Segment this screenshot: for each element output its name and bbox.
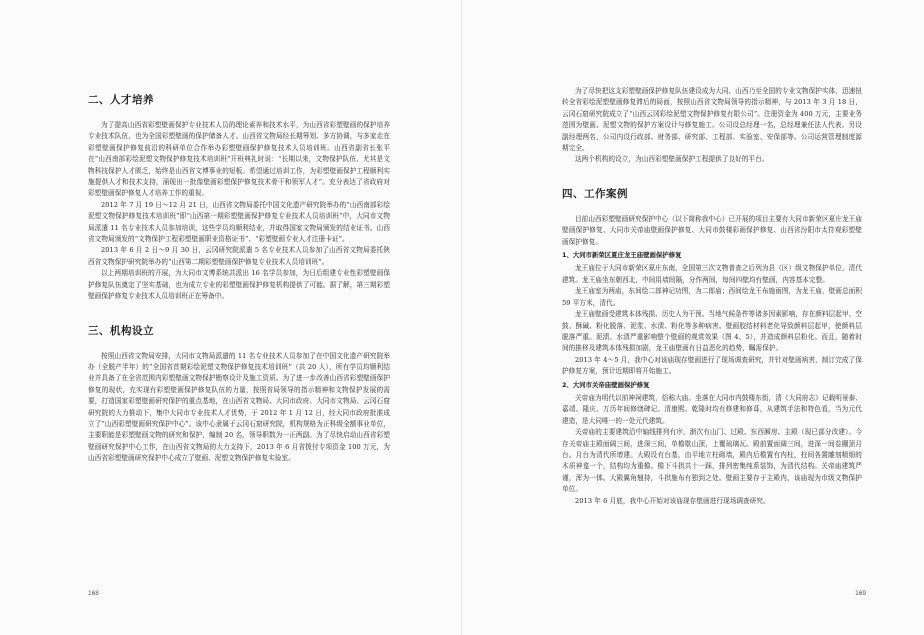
right-column	[562, 86, 862, 507]
paragraph: 2013 年 4～5 月，我中心对该庙现存壁画进行了现场调查研究，并针对壁画病害，制订完成了保护修复方案，预计近期即将开始施工。	[562, 355, 862, 376]
page-number-left: 168	[88, 590, 99, 597]
paragraph: 为了提高山西省彩塑壁画保护专业技术人员的理论素养和技术水平，为山西省彩塑壁画的保护培养专业技术队伍，也为全国彩塑壁画的保护储备人才。山西省文物局经长期筹划、多方协调，与多家走在彩塑壁画保护修复前沿的科研单位合作举办彩塑壁画保护修复技术人员培训班。山西省副省长张平在“山西南部彩绘泥塑文物保护修复技术培训班”开班典礼时说：“长期以来，文物保护队伍、尤其是文物科技保护人才匮乏，始终是山西省文博事业的短板。希望通过培训工作，为彩塑壁画保护工程顺利实施提供人才和技术支持，涌现出一批像壁画彩塑保护修复技术骨干和领军人才”。充分表达了省政府对彩塑壁画保护修复人才培养工作的重视。	[88, 121, 390, 198]
paragraph: 按照山西省文物局安排，大同市文物局派遣的 11 名专业技术人员参加了在中国文化遗产研究院举办（全脱产半年）的“全国省首期彩绘泥塑文物保护修复技术培训班”（共 20 人），所有学员均顺利结业并具备了在全省范围内彩塑壁画文物保护勘察设计及施工资质。为了进一步改善山西省彩塑壁画保护修复的现状，充实现有彩塑壁画保护修复队伍的力量，按照省局领导的指示精神和文物保护发展的需要，打造国家彩塑壁画研究保护的重点基地，在山西省文物局、大同市政府、大同市文物局、云冈石窟研究院的大力推动下，集中大同市专业技术人才优势，于 2012 年 1 月 12 日，经大同市政府批准成立了“山西彩塑壁画研究保护中心”。该中心隶属于云冈石窟研究院，机构规格为正科级全额事业单位，主要职能是彩塑壁画文物的研究和保护，编制 20 名，领导职数为一正两副。为了尽快启动山西省彩塑壁画研究保护中心工作，在山西省文物局的大力支持下，2013 年 6 月省拨付专项资金 100 万元，为山西省彩塑壁画研究保护中心成立了壁画、泥塑文物保护修复实验室。	[88, 351, 390, 463]
subsection-1-heading: 1、大同市新荣区夏庄龙王庙壁画保护修复	[562, 251, 682, 260]
paragraph: 以上两期培训班的开展，为大同市文博系统共派出 16 名学员参加，为日后组建专业性彩塑壁画保护修复队伍奠定了坚实基础，也为成立专业的彩塑壁画保护修复机构提供了可能。据了解，第三期彩塑壁画保护修复专业技术人员培训班正在筹备中。	[88, 269, 390, 301]
right-page	[462, 0, 924, 635]
paragraph: 为了尽快把这支彩塑壁画保护修复队伍建设成为大同、山西乃至全国的专业文物保护实体，迅速扭转全省彩绘泥塑壁画修复滞后的局面，按照山西省文物局领导的指示精神，与 2013 年 3 月 18 日，云冈石窟研究院成立了“山西云冈彩绘泥塑文物保护修复有限公司”。注册资金为 400 万元，主要业务范围为壁画、泥塑文物的保护方案设计与修复施工。公司设总经理一名，总经理兼任法人代表。另设副经理两名，公司内设行政部、财务部、研究部、工程部、实验室、安保部等。公司运营管理制度源期完全。	[562, 87, 862, 153]
paragraph: 2013 年 6 月 2 日～9 月 30 日，云冈研究院派遣 5 名专业技术人员参加了山西省文物局委托陕西省文物保护研究院举办的“山西第二期彩塑壁画保护修复专业技术人员培训班”。	[88, 246, 390, 266]
paragraph: 关帝庙为明代以前神祠建筑，俗称大庙。坐落在大同市内鼓楼东街，清《大同府志》记载明景泰、嘉靖、隆庆、万历年间修缮碑记。清康熙、乾隆时均有修建和修葺，从建筑手法和特色看，当为元代建造，是大同唯一的一处元代建筑。	[562, 393, 862, 425]
paragraph: 龙王庙位于大同市新荣区夏庄东南，全国第三次文物普查之后列为县（区）级文物保护单位，清代建筑。龙王庙坐东朝西北，中间用墙间隔，分作两间，每间四壁均有壁画，内容基本完整。	[562, 264, 862, 284]
section-3-heading: 三、机构设立	[88, 324, 154, 337]
paragraph: 龙王庙室为两庙，东间绘二郎神记功图，为二郎庙；西间绘龙王布施雨图，为龙王庙，壁画总面积 59 平方米，清代。	[562, 287, 862, 307]
paragraph: 目前山西彩塑壁画研究保护中心（以下简称我中心）已开展的项目主要有大同市新荣区夏庄龙王庙壁画保护修复、大同市关帝庙壁画保护修复、大同市鼓楼彩画保护修复、山西省汾阳市太符观彩塑壁画保护修复。	[562, 214, 862, 246]
subsection-2-heading: 2、大同市关帝庙壁画保护修复	[562, 380, 650, 389]
paragraph: 这两个机构的设立，为山西彩塑壁画保护工程提供了良好的平台。	[575, 155, 769, 164]
paragraph: 2013 年 6 月底，我中心开始对该庙现存壁画进行现场调查研究。	[575, 496, 770, 505]
paragraph: 龙王庙壁画受建筑本体残损、历史人为干预、当地气候条件等诸多因素影响，存在颜料层起甲、空鼓、酥碱、粉化脱落、泥浆、水渍、粉化等多种病害。壁画胶结材料老化导致颜料层起甲，使颜料层脱落严重。泥渍、水渍严重影响整个壁画的观赏效果（图 4、5），并造成颜料层粉化。而且，随着时间的推移及建筑本体残损加剧，龙王庙壁画有日益恶化的趋势，瞩需保护。	[562, 310, 862, 353]
paragraph: 关帝庙的主要建筑沿中轴线排列有序，渐次有山门、过殿、东西厢房、主殿（现已部分改建）。今存关帝庙主殿面阔三间，进深三间，单檐歇山顶，上覆琉璃瓦。殿前置面阔三间，进深一间卷棚顶月台。月台为清代所增建。大殿设有台基，由平地立柱砌墙，殿内后檐置有内柱，柱间各置雕刻精细的木质神龛一个，结构均为重檐。檐下斗拱共十一踩，排列密集纯系装饰，为清代结构。关帝庙建筑严谨，浑为一体。大殿翼角翘持，斗拱施布有独到之处。壁画主要存于主殿内，该庙现为市级文物保护单位。	[562, 428, 862, 494]
section-4-heading: 四、工作案例	[562, 187, 628, 200]
page-number-right: 169	[855, 590, 866, 597]
section-2-heading: 二、人才培养	[88, 94, 154, 106]
left-column	[88, 80, 390, 465]
paragraph: 2012 年 7 月 19 日～12 月 21 日，山西省文物局委托中国文化遗产研究院举办的“山西南部彩绘泥塑文物保护修复技术培训班”即“山西第一期彩塑壁画保护修复专业技术人员培训班”中，大同市文物局派遣 11 名专业技术人员参加培训，这些学员均顺利结业，并取得国家文物局颁发的结业证书、山西省文物局颁发的“文物保护工程彩塑壁画职业资格证书”、“彩塑壁画专业人才注册卡证”。	[88, 200, 390, 244]
